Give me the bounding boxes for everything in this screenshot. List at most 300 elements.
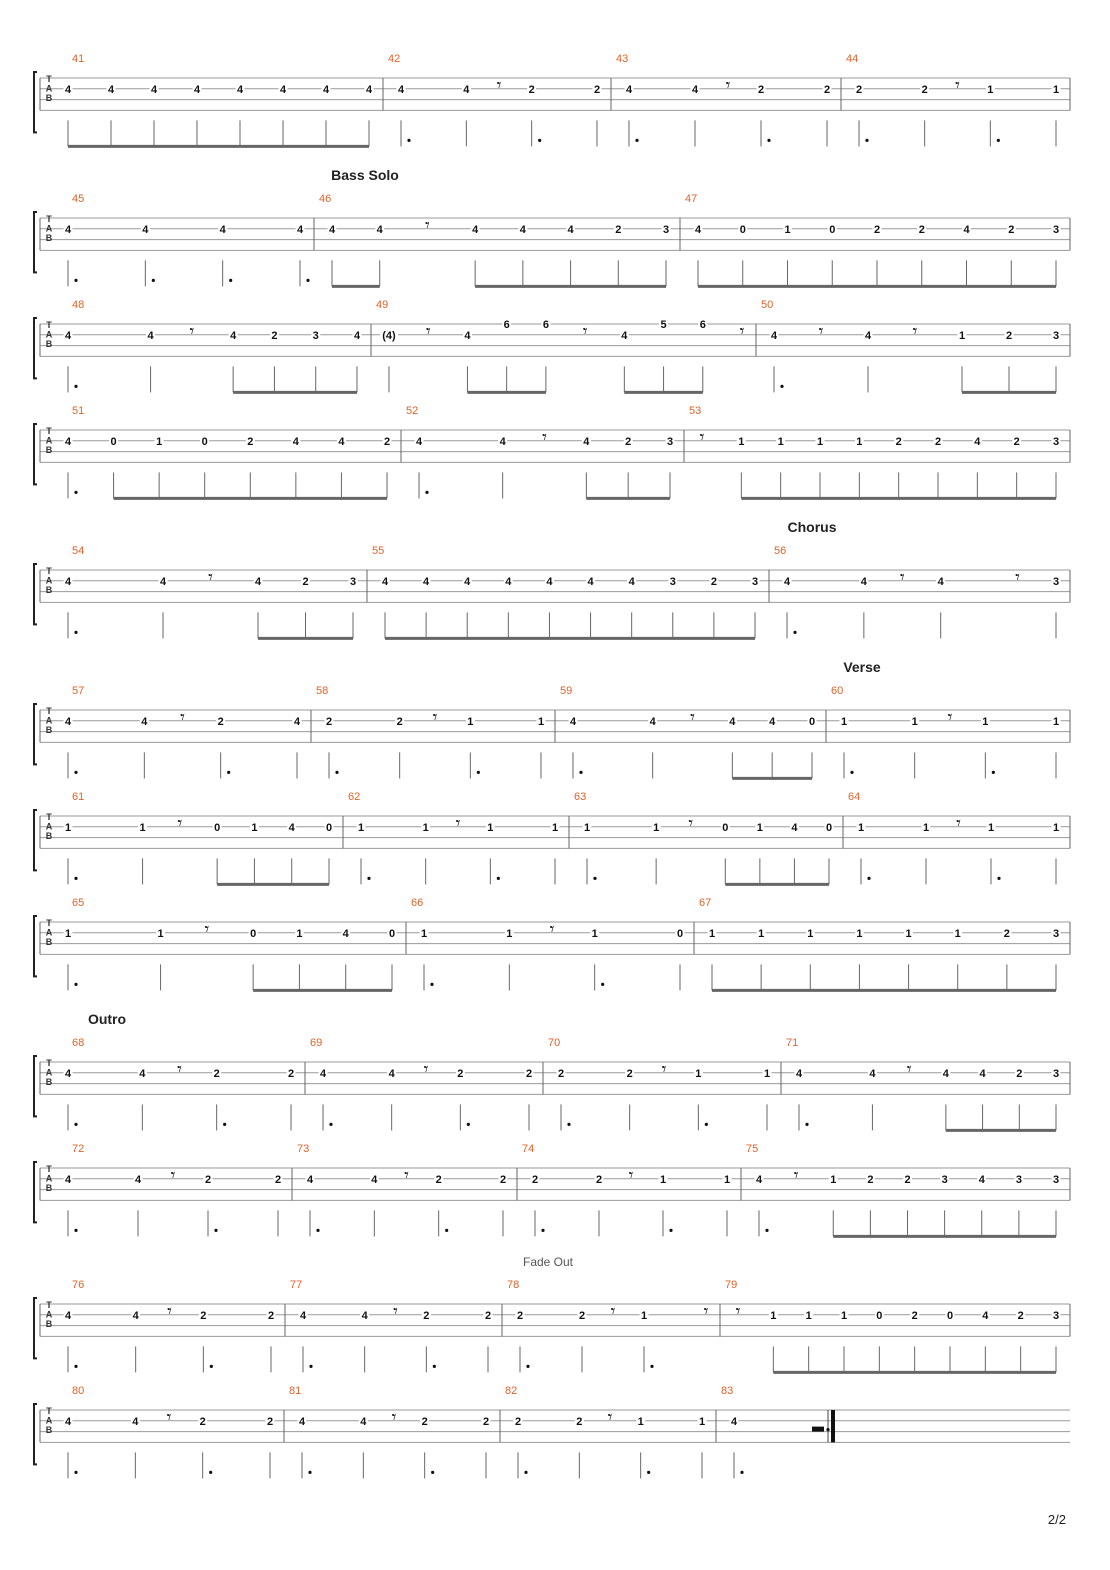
rest-symbol: 𝄾 [899,566,905,587]
rest-symbol: 𝄾 [393,1300,398,1321]
measure-number: 66 [411,897,424,909]
fret-number: 2 [396,715,403,728]
fret-number: 2 [918,223,925,236]
fret-number: 4 [691,83,699,96]
fret-number: 4 [219,223,226,236]
fret-number: 0 [388,927,396,940]
fret-number: 2 [1016,1067,1023,1080]
fret-number: 4 [107,83,115,96]
measure-number: 52 [406,405,419,417]
fret-number: 4 [869,1067,876,1080]
fret-number: 0 [825,821,833,834]
fret-number: 4 [64,329,72,342]
tab-clef-letter: B [45,937,53,947]
fret-number: 1 [777,435,784,448]
rest-symbol: 𝄾 [955,74,960,95]
fret-number: 4 [942,1067,949,1080]
dot [309,1365,312,1368]
fret-number: 4 [319,1067,327,1080]
fret-number: 0 [110,435,117,448]
measure-number: 77 [290,1279,303,1291]
fret-number: 4 [150,83,158,96]
fret-number: 4 [974,435,981,448]
fret-number: 4 [64,715,72,728]
rest-symbol: 𝄾 [432,706,438,727]
fret-number: 4 [134,1173,142,1186]
fret-number: 1 [695,1067,702,1080]
fret-number: 4 [546,575,553,588]
fret-number: 3 [1052,575,1060,588]
fret-number: 2 [873,223,881,236]
dot [430,983,433,986]
tab-clef-letter: T [46,1164,52,1174]
measure-number: 60 [831,685,844,697]
section-label: Outro [87,1011,127,1027]
fret-number: 2 [578,1309,586,1322]
rest-symbol: 𝄾 [690,706,695,727]
fret-number: 1 [487,821,494,834]
rest-symbol: 𝄾 [947,706,953,727]
fret-number: 4 [505,575,512,588]
dot [74,771,77,774]
fret-number: 2 [267,1309,275,1322]
section-label: Bass Solo [331,167,399,183]
rest-symbol: 𝄾 [906,1058,912,1079]
measure-number: 79 [725,1279,738,1291]
fret-number: 1 [467,715,474,728]
fret-number: 2 [271,329,278,342]
measure-number: 51 [72,405,85,417]
dot [214,1229,217,1232]
measure-number: 41 [72,53,85,65]
system-bracket [34,424,37,484]
page-number: 2/2 [1047,1512,1066,1527]
fret-number: 4 [142,223,149,236]
fret-number: 2 [457,1067,464,1080]
fret-number: 4 [254,575,262,588]
fret-number: 1 [987,821,995,834]
fret-number: 4 [860,575,867,588]
measure-number: 73 [297,1143,310,1155]
tab-clef-letter: A [45,1173,53,1184]
fret-number: 4 [365,83,373,96]
fret-number: 4 [353,329,361,342]
system-bracket [34,1056,37,1116]
measure-number: 65 [72,897,85,909]
fret-number: 1 [905,927,912,940]
fret-number: 1 [157,927,164,940]
tab-clef-letter: A [45,715,53,726]
dot [425,491,428,494]
fret-number: 4 [628,575,635,588]
measure-number: 78 [507,1279,520,1291]
fret-number: 4 [982,1309,989,1322]
fret-number: 2 [217,715,224,728]
fret-number: 4 [279,83,287,96]
dot [997,139,1000,142]
fret-number: 4 [288,821,295,834]
fret-number: 1 [591,927,598,940]
tab-clef-letter: A [45,435,53,446]
fret-number: 1 [583,821,591,834]
dot [308,1471,311,1474]
fret-number: 0 [722,821,729,834]
fret-number: 2 [934,435,942,448]
fret-number: 3 [662,223,670,236]
dot [601,983,604,986]
dot [992,771,995,774]
section-label: Verse [843,659,881,675]
tab-clef-letter: T [46,706,52,716]
fret-number: 2 [482,1415,490,1428]
fret-number: 4 [159,575,167,588]
measure-number: 53 [689,405,702,417]
fret-number: 1 [506,927,513,940]
tab-clef-letter: A [45,1309,53,1320]
tab-clef-letter: T [46,214,52,224]
fret-number: 1 [422,821,429,834]
fret-number: 4 [64,1067,72,1080]
fret-number: 2 [525,1067,533,1080]
fret-number: 3 [941,1173,948,1186]
fret-number: 3 [349,575,357,588]
fret-number: 2 [1013,435,1020,448]
measure-number: 74 [522,1143,535,1155]
fret-number: 4 [381,575,389,588]
fret-number: 0 [808,715,816,728]
half-rest-dot [826,1428,829,1431]
fret-number: 4 [791,821,798,834]
dot [74,1229,77,1232]
fret-number: 4 [64,1173,72,1186]
fret-number: 2 [576,1415,583,1428]
fret-number: 0 [739,223,746,236]
fret-number: 1 [551,821,559,834]
rest-symbol: 𝄾 [549,918,555,939]
rest-symbol: 𝄾 [956,812,961,833]
dot [306,279,309,282]
tab-clef-letter: A [45,927,53,938]
dot [367,877,370,880]
tab-clef-letter: T [46,812,52,822]
fret-number: 3 [666,435,674,448]
fret-number: 4 [64,575,72,588]
tab-clef-letter: B [45,1077,53,1087]
dot [227,771,230,774]
tab-clef-letter: T [46,74,52,84]
fret-number: 3 [1052,329,1060,342]
tab-clef-letter: A [45,329,53,340]
fret-number: 1 [756,821,763,834]
fret-number: 4 [299,1309,307,1322]
fret-number: 4 [519,223,526,236]
dot [805,1123,808,1126]
dot [335,771,338,774]
fret-number: 3 [1052,435,1060,448]
dot [152,279,155,282]
fret-number: 1 [659,1173,667,1186]
measure-number: 62 [348,791,361,803]
dot [223,1123,226,1126]
fret-number: 1 [723,1173,731,1186]
fret-number: 1 [805,1309,812,1322]
measure-number: 71 [786,1037,799,1049]
dot [669,1229,672,1232]
measure-number: 61 [72,791,85,803]
fret-number: 4 [769,715,776,728]
fret-number: 2 [1005,329,1013,342]
fret-number: 4 [132,1309,139,1322]
fret-number: 4 [360,1415,367,1428]
fret-number: 2 [823,83,831,96]
rest-symbol: 𝄾 [628,1164,634,1185]
fret-number: 1 [840,1309,848,1322]
fret-number: 4 [376,223,383,236]
fret-number: 1 [911,715,918,728]
rest-symbol: 𝄾 [610,1300,616,1321]
measure-number: 43 [616,53,629,65]
fret-number: 2 [911,1309,918,1322]
fret-number: 2 [595,1173,603,1186]
fret-number: 2 [325,715,333,728]
dot [74,877,77,880]
dot [210,1365,213,1368]
fret-number: 4 [730,1415,738,1428]
measure-number: 68 [72,1037,85,1049]
fret-number: 1 [698,1415,706,1428]
fret-number: 1 [922,821,930,834]
tab-clef-letter: A [45,83,53,94]
fret-number: 2 [867,1173,874,1186]
fret-number: 2 [302,575,309,588]
dot [74,631,77,634]
fret-number: 4 [963,223,970,236]
fret-number: 1 [1052,715,1060,728]
tab-clef-letter: B [45,585,53,595]
fret-number: 4 [464,575,471,588]
fret-number: 4 [298,1415,306,1428]
fret-number: 1 [708,927,716,940]
fret-number: 1 [856,927,863,940]
fret-number: 2 [710,575,717,588]
rest-symbol: 𝄾 [607,1406,613,1427]
fret-number: 4 [755,1173,763,1186]
fret-number: 4 [770,329,778,342]
fret-number: 4 [795,1067,803,1080]
tab-clef-letter: B [45,831,53,841]
system-bracket [34,1298,37,1358]
fret-number: 4 [132,1415,139,1428]
measure-number: 70 [548,1037,561,1049]
fret-number: 2 [199,1415,206,1428]
system-bracket [34,916,37,976]
measure-number: 76 [72,1279,85,1291]
dot [433,1365,436,1368]
fret-number: 2 [895,435,902,448]
fret-number: 4 [141,715,148,728]
fret-number: 2 [213,1067,220,1080]
fret-number: (4) [382,329,396,342]
fret-number: 1 [982,715,989,728]
fret-number: 1 [139,821,146,834]
system-bracket [34,72,37,132]
fret-number: 1 [653,821,660,834]
measure-number: 57 [72,685,85,697]
measure-number: 56 [774,545,787,557]
fret-number: 0 [946,1309,954,1322]
measure-number: 58 [316,685,329,697]
dot [497,877,500,880]
fret-number: 2 [247,435,254,448]
rest-symbol: 𝄾 [818,320,824,341]
rest-symbol: 𝄾 [542,426,547,447]
system-bracket [34,1162,37,1222]
fret-number: 3 [751,575,759,588]
rest-symbol: 𝄾 [699,426,705,447]
dot [74,1471,77,1474]
rest-symbol: 𝄾 [204,918,210,939]
measure-number: 46 [319,193,332,205]
tab-clef-letter: B [45,1319,53,1329]
fret-number: 3 [312,329,319,342]
measure-number: 48 [72,299,85,311]
fret-number: 0 [250,927,257,940]
measure-number: 47 [685,193,698,205]
system-bracket [34,564,37,624]
fret-number: 2 [626,1067,633,1080]
fret-number: 4 [293,715,301,728]
fret-number: 2 [421,1415,428,1428]
dot [329,1123,332,1126]
rest-symbol: 𝄾 [404,1164,409,1185]
dot [635,139,638,142]
measure-number: 54 [72,545,85,557]
fret-number: 1 [954,927,961,940]
fret-number: 4 [621,329,628,342]
dot [477,771,480,774]
fret-number: 4 [193,83,201,96]
tab-clef-letter: A [45,821,53,832]
fret-number: 3 [1052,1173,1060,1186]
fret-number: 4 [464,329,471,342]
fret-number: 1 [784,223,791,236]
section-label: Chorus [787,519,837,535]
tab-clef-letter: A [45,575,53,586]
fret-number: 0 [201,435,208,448]
dot [740,1471,743,1474]
rest-symbol: 𝄾 [166,1406,172,1427]
dot [850,771,853,774]
fret-number: 3 [669,575,676,588]
measure-number: 67 [699,897,712,909]
fret-number: 0 [676,927,684,940]
fret-number: 2 [274,1173,282,1186]
fret-number: 4 [322,83,330,96]
dot [865,139,868,142]
dot [74,385,77,388]
fret-number: 4 [463,83,470,96]
rest-symbol: 𝄾 [739,320,745,341]
dot [593,877,596,880]
fret-number: 1 [537,715,545,728]
fret-number: 2 [1008,223,1015,236]
fret-number: 2 [593,83,601,96]
fret-number: 6 [503,319,510,331]
fret-number: 2 [1003,927,1010,940]
fret-number: 6 [699,319,706,331]
fret-number: 1 [758,927,765,940]
dot [445,1229,448,1232]
fret-number: 1 [816,435,824,448]
fret-number: 4 [569,715,577,728]
dot [997,877,1000,880]
dot [74,983,77,986]
system-bracket [34,810,37,870]
fret-number: 4 [236,83,244,96]
fret-number: 5 [660,319,667,331]
fret-number: 0 [214,821,221,834]
fret-number: 4 [783,575,791,588]
fret-number: 1 [420,927,428,940]
fret-number: 1 [357,821,365,834]
tab-clef-letter: T [46,1406,52,1416]
fret-number: 2 [499,1173,507,1186]
system-bracket [34,318,37,378]
dot [579,771,582,774]
fret-number: 4 [147,329,154,342]
dot [524,1471,527,1474]
rest-symbol: 𝄾 [425,320,431,341]
half-rest [812,1427,824,1432]
system-bracket [34,1404,37,1464]
rest-symbol: 𝄾 [703,1300,709,1321]
fret-number: 1 [987,83,994,96]
fret-number: 1 [763,1067,771,1080]
dot [526,1365,529,1368]
fret-number: 4 [937,575,944,588]
tab-clef-letter: B [45,445,53,455]
rest-symbol: 𝄾 [735,1300,741,1321]
fret-number: 1 [840,715,848,728]
dot [567,1123,570,1126]
fret-number: 1 [1052,83,1060,96]
fret-number: 2 [204,1173,212,1186]
tab-clef-letter: A [45,1415,53,1426]
dot [74,1123,77,1126]
rest-symbol: 𝄾 [496,74,502,95]
system-bracket [34,704,37,764]
measure-number: 72 [72,1143,85,1155]
fret-number: 4 [567,223,574,236]
fret-number: 2 [383,435,391,448]
fret-number: 2 [757,83,765,96]
rest-symbol: 𝄾 [177,1058,182,1079]
fret-number: 4 [978,1173,985,1186]
fret-number: 3 [1015,1173,1022,1186]
rest-symbol: 𝄾 [423,1058,429,1079]
fret-number: 1 [807,927,814,940]
fret-number: 1 [251,821,258,834]
dot [867,877,870,880]
fret-number: 4 [64,1309,72,1322]
fret-number: 4 [423,575,430,588]
measure-number: 80 [72,1385,85,1397]
fret-number: 0 [829,223,836,236]
fret-number: 1 [64,927,72,940]
rest-symbol: 𝄾 [725,74,731,95]
measure-number: 55 [372,545,385,557]
rest-symbol: 𝄾 [177,812,183,833]
